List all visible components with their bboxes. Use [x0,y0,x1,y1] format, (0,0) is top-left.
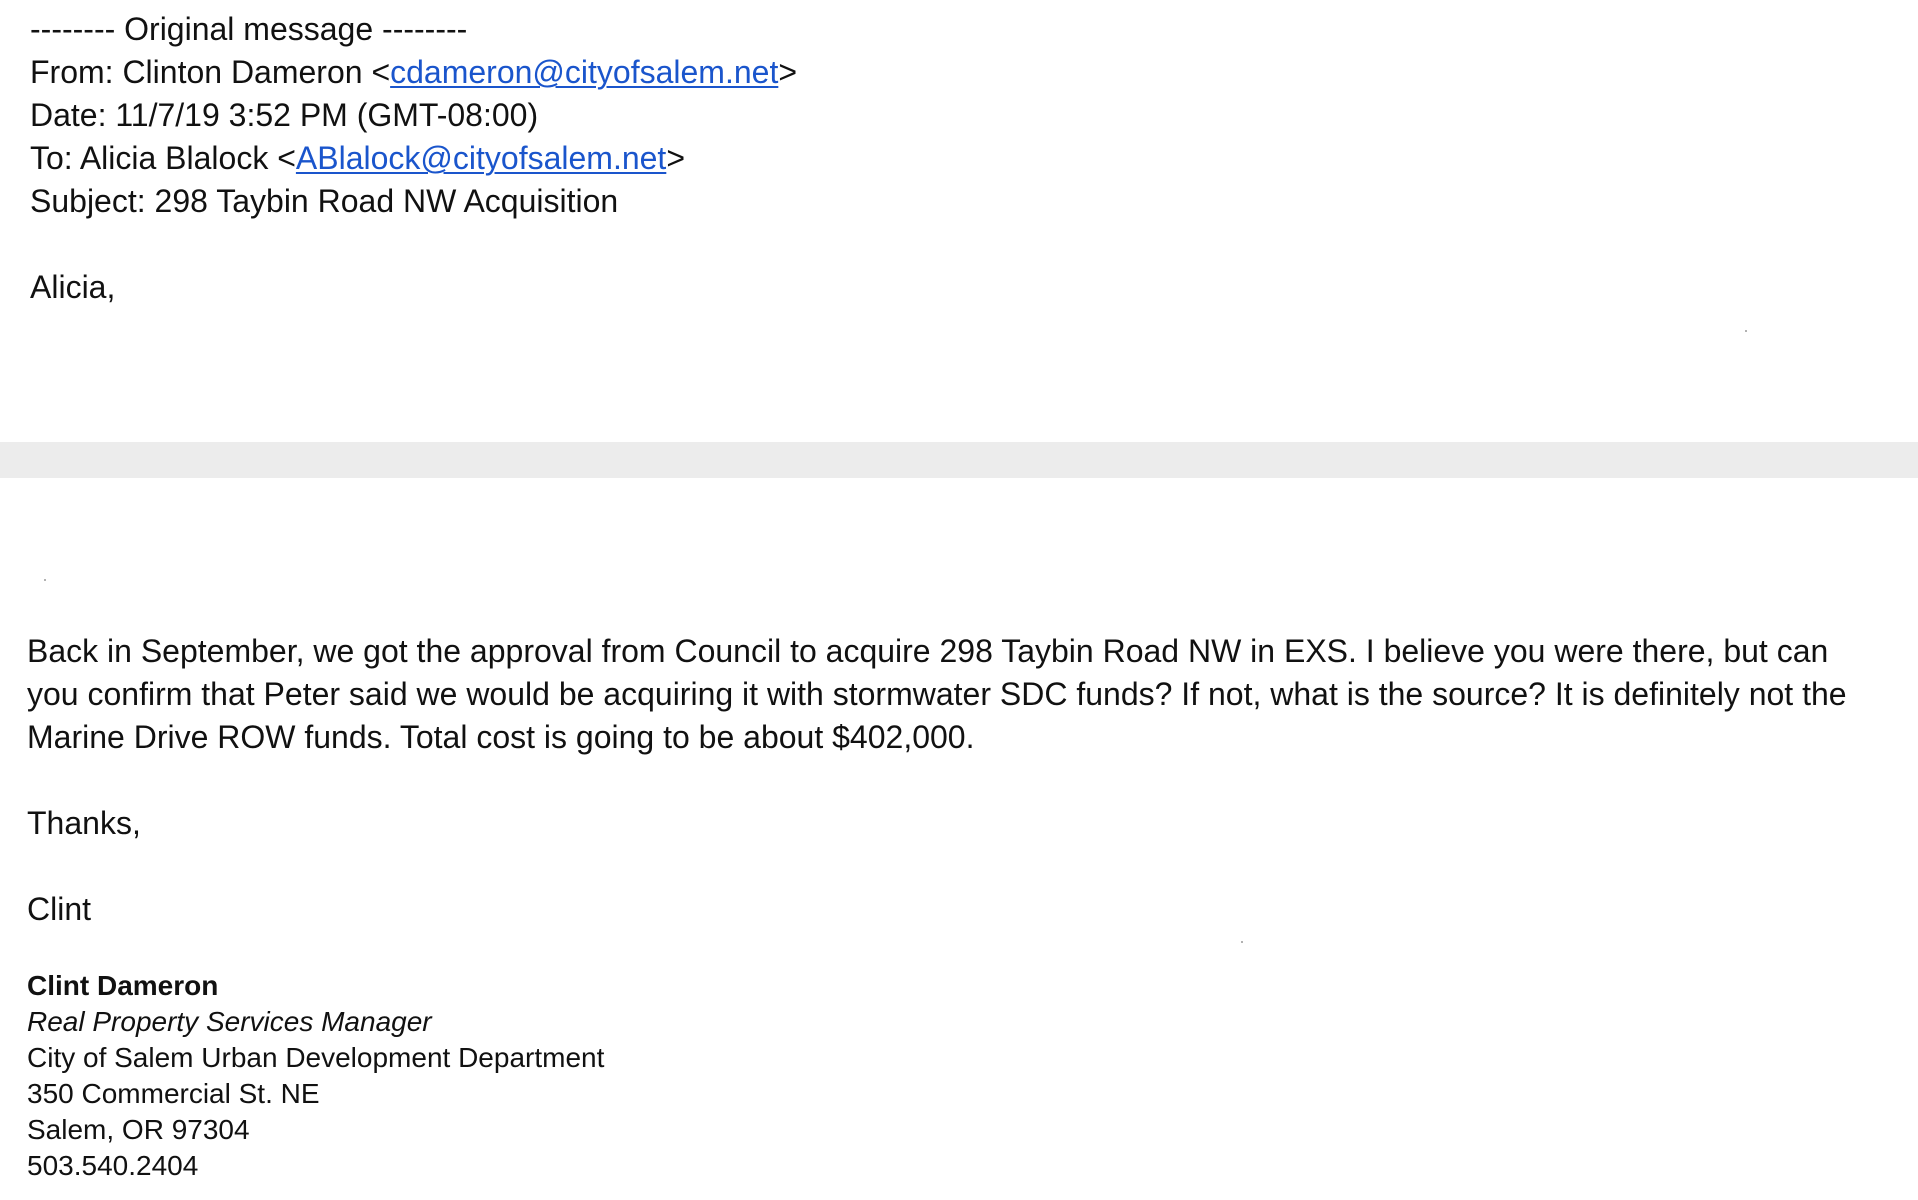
email-body [27,630,1897,1184]
email-header [30,8,1880,309]
scan-speck [1745,330,1747,332]
signature-address-line2: Salem, OR 97304 [27,1114,250,1145]
signature-address-line1: 350 Commercial St. NE [27,1078,320,1109]
original-message-separator: -------- Original message -------- [30,11,468,47]
signature-department: City of Salem Urban Development Department [27,1042,605,1073]
scan-speck [1241,941,1243,943]
email-signature [27,968,1897,1184]
to-close: > [666,140,685,176]
date-line: Date: 11/7/19 3:52 PM (GMT-08:00) [30,97,539,133]
greeting: Alicia, [30,269,116,305]
to-label: To: [30,140,80,176]
from-name: Clinton Dameron < [122,54,391,90]
page-break-divider [0,442,1918,478]
from-close: > [778,54,798,90]
to-name: Alicia Blalock < [79,140,296,176]
signoff-line: Clint [27,891,92,927]
from-label: From: [30,54,123,90]
signature-name: Clint Dameron [27,970,219,1001]
to-email-link[interactable]: ABlalock@cityofsalem.net [295,140,667,176]
thanks-line: Thanks, [27,805,141,841]
signature-phone: 503.540.2404 [27,1150,199,1181]
signature-title: Real Property Services Manager [27,1006,432,1037]
from-email-link[interactable]: cdameron@cityofsalem.net [390,54,779,90]
from-line [30,51,1880,94]
scan-speck [44,579,46,581]
to-line [30,137,1880,180]
subject-line: Subject: 298 Taybin Road NW Acquisition [30,183,619,219]
body-paragraph: Back in September, we got the approval from Council to acquire 298 Taybin Road NW in EXS. I believe you were there, but can you confirm that Peter said we would be acquiring it with stormwater SDC funds? If not, what is the source? It is definitely not the Marine Drive ROW funds. Total cost is going to be about $402,000. [27,633,1847,755]
